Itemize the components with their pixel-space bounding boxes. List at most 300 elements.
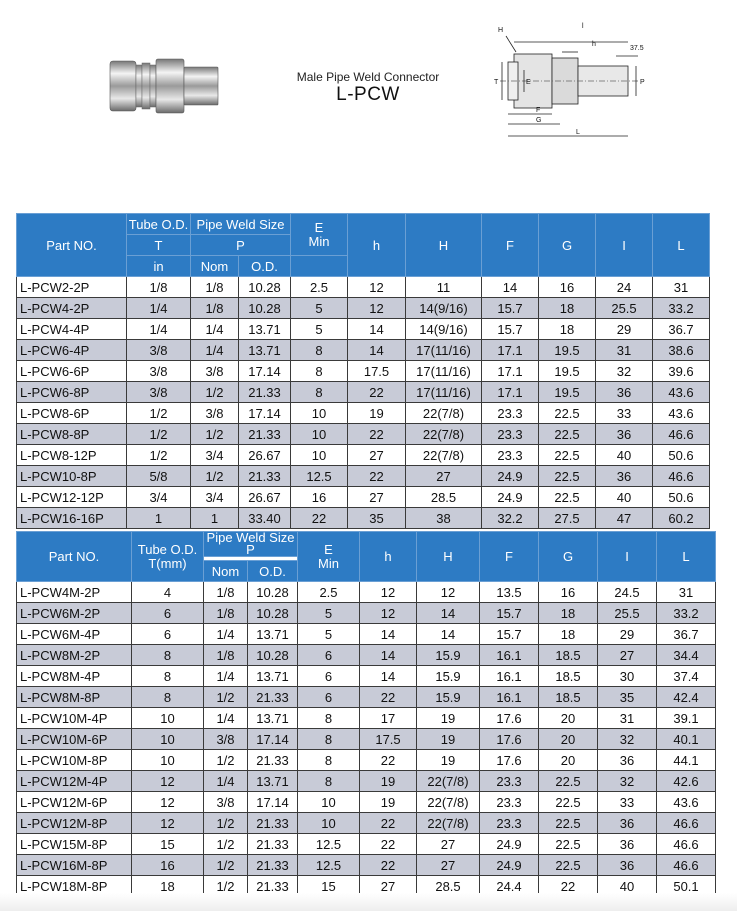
part-number-cell: L-PCW6-8P bbox=[17, 382, 127, 403]
table-cell: 18.5 bbox=[539, 666, 598, 687]
table-cell: 38 bbox=[406, 508, 482, 529]
table-cell: 23.3 bbox=[480, 792, 539, 813]
table-body bbox=[17, 582, 716, 897]
table-cell: 35 bbox=[598, 687, 657, 708]
table-cell: 15.9 bbox=[417, 645, 480, 666]
table-cell: 33.40 bbox=[239, 508, 291, 529]
table-cell: 3/4 bbox=[127, 487, 191, 508]
table-cell: 12 bbox=[132, 813, 204, 834]
part-number-cell: L-PCW18M-8P bbox=[17, 876, 132, 897]
drawing-label-big-l: L bbox=[576, 129, 580, 136]
table-row bbox=[17, 298, 710, 319]
table-cell: 16 bbox=[132, 855, 204, 876]
table-row bbox=[17, 424, 710, 445]
col-header-l: L bbox=[653, 214, 710, 277]
table-cell: 1/4 bbox=[204, 771, 248, 792]
table-cell: 5 bbox=[298, 603, 360, 624]
table-cell: 32 bbox=[598, 729, 657, 750]
col-header-tube-od-label: Tube O.D. bbox=[137, 541, 198, 557]
table-cell: 8 bbox=[132, 666, 204, 687]
table-cell: 1/2 bbox=[204, 876, 248, 897]
table-cell: 33.2 bbox=[657, 603, 716, 624]
table-cell: 22(7/8) bbox=[406, 424, 482, 445]
col-header-od: O.D. bbox=[239, 256, 291, 277]
table-cell: 23.3 bbox=[482, 424, 539, 445]
col-header-e-blank bbox=[291, 256, 348, 277]
table-row bbox=[17, 666, 716, 687]
dimension-drawing bbox=[480, 14, 660, 154]
table-cell: 35 bbox=[348, 508, 406, 529]
table-row bbox=[17, 624, 716, 645]
table-row bbox=[17, 687, 716, 708]
table-cell: 31 bbox=[657, 582, 716, 603]
col-header-h-big: H bbox=[406, 214, 482, 277]
part-number-cell: L-PCW4M-2P bbox=[17, 582, 132, 603]
table-cell: 10 bbox=[132, 750, 204, 771]
table-cell: 10.28 bbox=[239, 298, 291, 319]
table-cell: 46.6 bbox=[653, 424, 710, 445]
table-cell: 22.5 bbox=[539, 403, 596, 424]
table-cell: 21.33 bbox=[239, 382, 291, 403]
table-cell: 26.67 bbox=[239, 445, 291, 466]
table-cell: 27 bbox=[348, 445, 406, 466]
col-header-pipe-weld-size bbox=[204, 532, 298, 557]
table-cell: 13.71 bbox=[248, 771, 298, 792]
part-number-cell: L-PCW15M-8P bbox=[17, 834, 132, 855]
col-header-e-label: E bbox=[324, 541, 333, 557]
table-cell: 42.6 bbox=[657, 771, 716, 792]
table-cell: 24.5 bbox=[598, 582, 657, 603]
product-subtitle: Male Pipe Weld Connector bbox=[296, 70, 440, 84]
part-number-cell: L-PCW10-8P bbox=[17, 466, 127, 487]
part-number-cell: L-PCW8-12P bbox=[17, 445, 127, 466]
table-cell: 8 bbox=[291, 382, 348, 403]
table-cell: 22 bbox=[360, 834, 417, 855]
table-row bbox=[17, 603, 716, 624]
table-cell: 46.6 bbox=[657, 855, 716, 876]
table-cell: 36 bbox=[598, 750, 657, 771]
table-cell: 37.4 bbox=[657, 666, 716, 687]
table-cell: 22 bbox=[360, 813, 417, 834]
table-cell: 30 bbox=[598, 666, 657, 687]
table-cell: 1 bbox=[127, 508, 191, 529]
table-cell: 22.5 bbox=[539, 792, 598, 813]
table-cell: 12.5 bbox=[298, 834, 360, 855]
part-number-cell: L-PCW8M-2P bbox=[17, 645, 132, 666]
col-header-pipe-p: P bbox=[246, 542, 255, 557]
table-cell: 6 bbox=[298, 687, 360, 708]
table-cell: 8 bbox=[298, 750, 360, 771]
table-cell: 1/2 bbox=[204, 687, 248, 708]
table-cell: 46.6 bbox=[657, 813, 716, 834]
table-cell: 1/8 bbox=[204, 645, 248, 666]
table-cell: 28.5 bbox=[417, 876, 480, 897]
table-cell: 14(9/16) bbox=[406, 319, 482, 340]
spec-table-metric bbox=[16, 531, 716, 897]
part-number-cell: L-PCW8-6P bbox=[17, 403, 127, 424]
table-cell: 3/4 bbox=[191, 445, 239, 466]
col-header-pipe-p: P bbox=[191, 235, 291, 256]
table-cell: 19 bbox=[417, 729, 480, 750]
table-cell: 15.7 bbox=[482, 298, 539, 319]
table-cell: 17.1 bbox=[482, 382, 539, 403]
table-cell: 1/2 bbox=[204, 813, 248, 834]
part-number-cell: L-PCW8M-8P bbox=[17, 687, 132, 708]
col-header-e bbox=[291, 214, 348, 256]
table-cell: 46.6 bbox=[657, 834, 716, 855]
table-cell: 10.28 bbox=[248, 582, 298, 603]
table-cell: 23.3 bbox=[480, 771, 539, 792]
table-cell: 34.4 bbox=[657, 645, 716, 666]
table-cell: 1/8 bbox=[204, 582, 248, 603]
table-cell: 22 bbox=[348, 466, 406, 487]
table-cell: 20 bbox=[539, 750, 598, 771]
table-row bbox=[17, 487, 710, 508]
table-cell: 32 bbox=[596, 361, 653, 382]
table-cell: 17.1 bbox=[482, 340, 539, 361]
col-header-h-small: h bbox=[348, 214, 406, 277]
table-cell: 22(7/8) bbox=[417, 813, 480, 834]
table-cell: 12 bbox=[348, 277, 406, 298]
table-cell: 36 bbox=[596, 466, 653, 487]
table-cell: 5 bbox=[291, 319, 348, 340]
table-cell: 24.9 bbox=[482, 487, 539, 508]
part-number-cell: L-PCW6M-2P bbox=[17, 603, 132, 624]
col-header-h-big: H bbox=[417, 532, 480, 582]
table-cell: 40 bbox=[598, 876, 657, 897]
table-cell: 18.5 bbox=[539, 687, 598, 708]
part-number-cell: L-PCW6-6P bbox=[17, 361, 127, 382]
part-number-cell: L-PCW16M-8P bbox=[17, 855, 132, 876]
table-cell: 21.33 bbox=[248, 687, 298, 708]
col-header-f: F bbox=[482, 214, 539, 277]
table-cell: 1/4 bbox=[127, 319, 191, 340]
table-cell: 36.7 bbox=[653, 319, 710, 340]
drawing-label-f: F bbox=[536, 107, 541, 114]
table-cell: 21.33 bbox=[248, 855, 298, 876]
table-cell: 18.5 bbox=[539, 645, 598, 666]
table-cell: 19 bbox=[348, 403, 406, 424]
drawing-label-angle: 37.5 bbox=[630, 45, 644, 52]
table-cell: 10 bbox=[132, 729, 204, 750]
table-cell: 17(11/16) bbox=[406, 382, 482, 403]
table-cell: 14 bbox=[348, 319, 406, 340]
table-cell: 24.9 bbox=[480, 855, 539, 876]
table-cell: 22.5 bbox=[539, 424, 596, 445]
table-cell: 1/2 bbox=[191, 424, 239, 445]
table-cell: 22 bbox=[539, 876, 598, 897]
table-cell: 12 bbox=[360, 603, 417, 624]
table-cell: 15.9 bbox=[417, 666, 480, 687]
table-cell: 17.6 bbox=[480, 729, 539, 750]
table-cell: 12 bbox=[417, 582, 480, 603]
table-cell: 43.6 bbox=[653, 382, 710, 403]
table-cell: 1/2 bbox=[191, 466, 239, 487]
table-cell: 1/2 bbox=[204, 750, 248, 771]
table-cell: 1/4 bbox=[204, 624, 248, 645]
table-cell: 24.9 bbox=[480, 834, 539, 855]
table-cell: 3/8 bbox=[204, 729, 248, 750]
part-number-cell: L-PCW12M-6P bbox=[17, 792, 132, 813]
table-cell: 13.71 bbox=[248, 624, 298, 645]
table-cell: 15 bbox=[132, 834, 204, 855]
table-cell: 1/2 bbox=[204, 855, 248, 876]
drawing-label-h-big: H bbox=[498, 27, 504, 34]
col-header-l: L bbox=[657, 532, 716, 582]
table-cell: 17(11/16) bbox=[406, 340, 482, 361]
table-cell: 19 bbox=[417, 708, 480, 729]
col-header-tube-t: T(mm) bbox=[148, 555, 187, 571]
table-cell: 3/8 bbox=[191, 403, 239, 424]
table-cell: 3/8 bbox=[204, 792, 248, 813]
table-cell: 24.9 bbox=[482, 466, 539, 487]
table-cell: 12 bbox=[132, 792, 204, 813]
table-cell: 43.6 bbox=[653, 403, 710, 424]
table-cell: 10.28 bbox=[248, 645, 298, 666]
table-cell: 1 bbox=[191, 508, 239, 529]
table-cell: 29 bbox=[596, 319, 653, 340]
table-cell: 15.7 bbox=[480, 603, 539, 624]
table-cell: 3/8 bbox=[191, 361, 239, 382]
table-cell: 1/4 bbox=[191, 340, 239, 361]
table-cell: 1/8 bbox=[191, 277, 239, 298]
table-cell: 25.5 bbox=[598, 603, 657, 624]
table-cell: 15.7 bbox=[480, 624, 539, 645]
col-header-part-no: Part NO. bbox=[17, 214, 127, 277]
table-cell: 8 bbox=[298, 771, 360, 792]
table-cell: 27 bbox=[417, 855, 480, 876]
table-cell: 19.5 bbox=[539, 361, 596, 382]
table-cell: 2.5 bbox=[291, 277, 348, 298]
table-cell: 40 bbox=[596, 487, 653, 508]
table-cell: 1/2 bbox=[191, 382, 239, 403]
table-row bbox=[17, 508, 710, 529]
col-header-tube-unit: in bbox=[127, 256, 191, 277]
drawing-label-g: G bbox=[536, 117, 542, 124]
table-cell: 2.5 bbox=[298, 582, 360, 603]
table-cell: 13.71 bbox=[248, 666, 298, 687]
table-row bbox=[17, 277, 710, 298]
col-header-i: I bbox=[596, 214, 653, 277]
part-number-cell: L-PCW8M-4P bbox=[17, 666, 132, 687]
table-cell: 5 bbox=[298, 624, 360, 645]
table-cell: 6 bbox=[132, 624, 204, 645]
drawing-label-l: l bbox=[582, 23, 584, 30]
table-cell: 25.5 bbox=[596, 298, 653, 319]
table-cell: 33 bbox=[598, 792, 657, 813]
table-cell: 5/8 bbox=[127, 466, 191, 487]
table-cell: 19 bbox=[360, 771, 417, 792]
table-cell: 26.67 bbox=[239, 487, 291, 508]
table-cell: 22(7/8) bbox=[417, 771, 480, 792]
table-row bbox=[17, 466, 710, 487]
table-cell: 17.6 bbox=[480, 750, 539, 771]
table-cell: 18 bbox=[132, 876, 204, 897]
table-cell: 40.1 bbox=[657, 729, 716, 750]
table-cell: 14 bbox=[417, 603, 480, 624]
table-cell: 40 bbox=[596, 445, 653, 466]
part-number-cell: L-PCW10M-6P bbox=[17, 729, 132, 750]
table-cell: 17.6 bbox=[480, 708, 539, 729]
table-cell: 10.28 bbox=[239, 277, 291, 298]
table-cell: 23.3 bbox=[480, 813, 539, 834]
table-row bbox=[17, 382, 710, 403]
table-cell: 8 bbox=[298, 729, 360, 750]
table-cell: 15 bbox=[298, 876, 360, 897]
table-cell: 21.33 bbox=[248, 750, 298, 771]
table-cell: 21.33 bbox=[248, 813, 298, 834]
table-cell: 19 bbox=[360, 792, 417, 813]
col-header-g: G bbox=[539, 532, 598, 582]
table-cell: 13.5 bbox=[480, 582, 539, 603]
table-cell: 3/4 bbox=[191, 487, 239, 508]
table-cell: 22 bbox=[360, 750, 417, 771]
col-header-od: O.D. bbox=[248, 561, 298, 582]
table-row bbox=[17, 792, 716, 813]
table-cell: 17.14 bbox=[239, 403, 291, 424]
drawing-label-t: T bbox=[494, 79, 499, 86]
table-cell: 17.14 bbox=[248, 792, 298, 813]
table-cell: 10 bbox=[298, 792, 360, 813]
table-cell: 47 bbox=[596, 508, 653, 529]
table-cell: 14 bbox=[360, 645, 417, 666]
table-cell: 10 bbox=[291, 424, 348, 445]
col-header-nom: Nom bbox=[191, 256, 239, 277]
table-cell: 22.5 bbox=[539, 834, 598, 855]
table-cell: 22.5 bbox=[539, 771, 598, 792]
table-cell: 18 bbox=[539, 603, 598, 624]
table-cell: 23.3 bbox=[482, 445, 539, 466]
table-cell: 8 bbox=[291, 340, 348, 361]
table-cell: 14 bbox=[348, 340, 406, 361]
table-cell: 29 bbox=[598, 624, 657, 645]
table-cell: 21.33 bbox=[239, 466, 291, 487]
table-cell: 13.71 bbox=[239, 340, 291, 361]
table-cell: 16.1 bbox=[480, 666, 539, 687]
table-cell: 1/8 bbox=[191, 298, 239, 319]
table-row bbox=[17, 771, 716, 792]
table-cell: 17.5 bbox=[360, 729, 417, 750]
table-cell: 19 bbox=[417, 750, 480, 771]
table-cell: 6 bbox=[298, 666, 360, 687]
table-cell: 22(7/8) bbox=[417, 792, 480, 813]
table-cell: 6 bbox=[298, 645, 360, 666]
table-cell: 22 bbox=[360, 855, 417, 876]
col-header-tube-t: T bbox=[127, 235, 191, 256]
table-cell: 1/8 bbox=[204, 603, 248, 624]
table-cell: 19.5 bbox=[539, 340, 596, 361]
table-body bbox=[17, 277, 710, 529]
table-cell: 15.9 bbox=[417, 687, 480, 708]
table-cell: 22 bbox=[348, 382, 406, 403]
table-cell: 36 bbox=[596, 382, 653, 403]
table-cell: 33 bbox=[596, 403, 653, 424]
table-cell: 16 bbox=[539, 277, 596, 298]
part-number-cell: L-PCW10M-4P bbox=[17, 708, 132, 729]
table-cell: 36 bbox=[598, 813, 657, 834]
table-cell: 36 bbox=[598, 855, 657, 876]
col-header-pipe-weld-label: Pipe Weld Size bbox=[206, 531, 295, 545]
table-cell: 4 bbox=[132, 582, 204, 603]
page-bottom-fade bbox=[0, 893, 737, 911]
table-cell: 12 bbox=[348, 298, 406, 319]
table-cell: 3/8 bbox=[127, 382, 191, 403]
part-number-cell: L-PCW6M-4P bbox=[17, 624, 132, 645]
col-header-e-label: E bbox=[314, 219, 324, 235]
table-cell: 18 bbox=[539, 298, 596, 319]
table-cell: 8 bbox=[132, 645, 204, 666]
table-cell: 39.6 bbox=[653, 361, 710, 382]
table-cell: 27 bbox=[360, 876, 417, 897]
part-number-cell: L-PCW4-2P bbox=[17, 298, 127, 319]
table-cell: 22 bbox=[291, 508, 348, 529]
col-header-pipe-weld-size: Pipe Weld Size bbox=[191, 214, 291, 235]
col-header-e-min: Min bbox=[308, 233, 330, 249]
table-row bbox=[17, 403, 710, 424]
part-number-cell: L-PCW2-2P bbox=[17, 277, 127, 298]
table-cell: 17.5 bbox=[348, 361, 406, 382]
table-cell: 1/8 bbox=[127, 277, 191, 298]
table-cell: 46.6 bbox=[653, 466, 710, 487]
col-header-tube-od: Tube O.D. bbox=[127, 214, 191, 235]
table-cell: 11 bbox=[406, 277, 482, 298]
table-row bbox=[17, 582, 716, 603]
table-cell: 1/2 bbox=[127, 445, 191, 466]
table-cell: 12.5 bbox=[291, 466, 348, 487]
table-row bbox=[17, 319, 710, 340]
table-cell: 22(7/8) bbox=[406, 445, 482, 466]
table-cell: 10 bbox=[298, 813, 360, 834]
table-cell: 22(7/8) bbox=[406, 403, 482, 424]
table-cell: 36 bbox=[596, 424, 653, 445]
table-row bbox=[17, 813, 716, 834]
col-header-i: I bbox=[598, 532, 657, 582]
table-cell: 13.71 bbox=[239, 319, 291, 340]
spec-table-inch bbox=[16, 213, 710, 529]
table-cell: 1/4 bbox=[204, 666, 248, 687]
col-header-e-min: Min bbox=[318, 555, 339, 571]
table-cell: 12 bbox=[360, 582, 417, 603]
table-cell: 10 bbox=[291, 403, 348, 424]
col-header-h-small: h bbox=[360, 532, 417, 582]
table-cell: 27.5 bbox=[539, 508, 596, 529]
part-number-cell: L-PCW12M-4P bbox=[17, 771, 132, 792]
table-cell: 21.33 bbox=[248, 876, 298, 897]
table-cell: 10.28 bbox=[248, 603, 298, 624]
table-cell: 1/2 bbox=[127, 424, 191, 445]
table-row bbox=[17, 834, 716, 855]
table-cell: 27 bbox=[598, 645, 657, 666]
part-number-cell: L-PCW8-8P bbox=[17, 424, 127, 445]
table-row bbox=[17, 750, 716, 771]
table-row bbox=[17, 445, 710, 466]
table-cell: 8 bbox=[291, 361, 348, 382]
table-cell: 32 bbox=[598, 771, 657, 792]
table-cell: 20 bbox=[539, 708, 598, 729]
table-cell: 21.33 bbox=[239, 424, 291, 445]
drawing-label-p: P bbox=[640, 79, 645, 86]
table-cell: 22 bbox=[360, 687, 417, 708]
table-cell: 18 bbox=[539, 319, 596, 340]
col-header-g: G bbox=[539, 214, 596, 277]
table-cell: 50.1 bbox=[657, 876, 716, 897]
table-cell: 17(11/16) bbox=[406, 361, 482, 382]
table-cell: 20 bbox=[539, 729, 598, 750]
col-header-tube-od bbox=[132, 532, 204, 582]
table-cell: 15.7 bbox=[482, 319, 539, 340]
table-cell: 1/4 bbox=[127, 298, 191, 319]
table-cell: 44.1 bbox=[657, 750, 716, 771]
